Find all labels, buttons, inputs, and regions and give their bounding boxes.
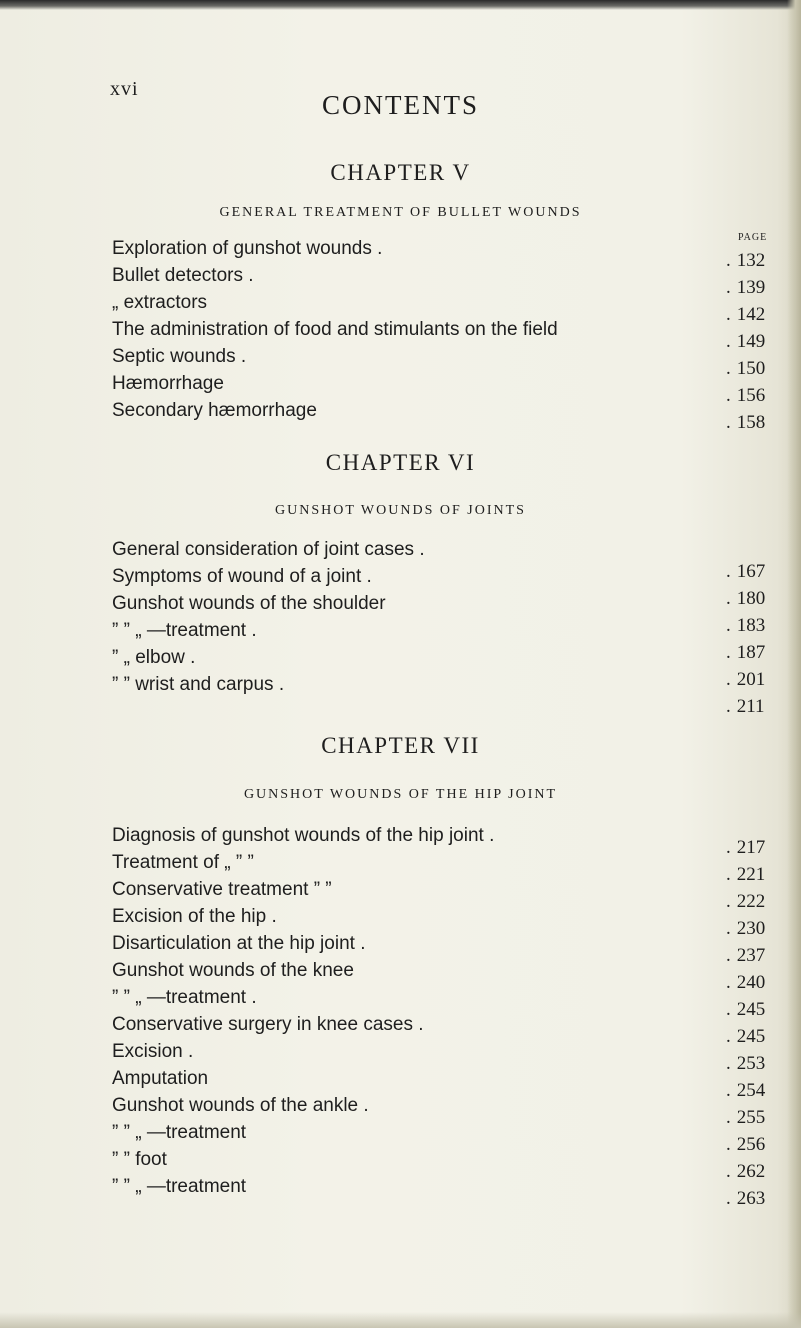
leader-dot: . xyxy=(726,918,731,939)
toc-entry-text: The administration of food and stimulants on the field xyxy=(112,319,558,340)
toc-entry-text: ” ” „ —treatment xyxy=(112,1176,247,1197)
toc-page-number xyxy=(726,277,765,299)
page-number-value: 254 xyxy=(736,1080,766,1101)
toc-entry-text: ” ” „ —treatment . xyxy=(112,987,257,1008)
toc-entry xyxy=(112,400,712,426)
page-top-shadow xyxy=(0,0,801,10)
page-number-value: 132 xyxy=(736,250,766,271)
chapter-title: CHAPTER VI xyxy=(325,450,476,475)
toc-entry-text: Treatment of „ ” ” xyxy=(112,852,254,873)
page-number-value: 256 xyxy=(736,1134,766,1155)
toc-page-number xyxy=(726,358,765,380)
chapter-title: CHAPTER V xyxy=(330,160,471,185)
toc-page-number xyxy=(726,891,765,913)
toc-page-number xyxy=(726,864,765,886)
toc-entry-text: Exploration of gunshot wounds . xyxy=(112,238,383,259)
toc-entry-text: General consideration of joint cases . xyxy=(112,539,425,560)
page-number-value: 245 xyxy=(736,1026,766,1047)
page-number-value: 142 xyxy=(736,304,766,325)
toc-entry-text: „ extractors xyxy=(112,292,208,313)
leader-dot: . xyxy=(726,385,731,406)
toc-entry xyxy=(112,1041,712,1067)
page-number-value: 201 xyxy=(736,669,766,690)
page-edge-shadow xyxy=(787,0,801,1328)
running-head: CONTENTS xyxy=(322,90,479,120)
leader-dot: . xyxy=(726,331,731,352)
toc-page-number xyxy=(726,1107,765,1129)
leader-dot: . xyxy=(726,1188,731,1209)
toc-entry-text: ” ” foot xyxy=(112,1149,167,1170)
leader-dot: . xyxy=(726,277,731,298)
toc-entry xyxy=(112,825,712,851)
page-number-value: 158 xyxy=(736,412,766,433)
toc-entry xyxy=(112,1149,712,1175)
page-number-value: 245 xyxy=(736,999,766,1020)
page-number-value: 262 xyxy=(736,1161,766,1182)
page-number-value: 222 xyxy=(736,891,766,912)
toc-page-number xyxy=(726,696,765,718)
toc-entry-text: Secondary hæmorrhage xyxy=(112,400,317,421)
leader-dot: . xyxy=(726,999,731,1020)
toc-entry-text: Diagnosis of gunshot wounds of the hip joint . xyxy=(112,825,495,846)
page-number-value: 230 xyxy=(736,918,766,939)
toc-entry xyxy=(112,238,712,264)
page-number-value: 240 xyxy=(736,972,766,993)
toc-page-number xyxy=(726,250,765,272)
toc-page-number xyxy=(726,385,765,407)
toc-entry xyxy=(112,292,712,318)
toc-entry-text: Conservative surgery in knee cases . xyxy=(112,1014,424,1035)
toc-entry xyxy=(112,852,712,878)
folio-number: xvi xyxy=(110,78,139,100)
toc-entry xyxy=(112,373,712,399)
leader-dot: . xyxy=(726,1134,731,1155)
leader-dot: . xyxy=(726,642,731,663)
toc-entry xyxy=(112,346,712,372)
leader-dot: . xyxy=(726,864,731,885)
toc-page-number xyxy=(726,972,765,994)
toc-entry-text: Amputation xyxy=(112,1068,209,1089)
toc-entry xyxy=(112,1095,712,1121)
leader-dot: . xyxy=(726,696,731,717)
leader-dot: . xyxy=(726,1161,731,1182)
chapter-subtitle: GUNSHOT WOUNDS OF JOINTS xyxy=(275,503,526,518)
toc-entry xyxy=(112,1122,712,1148)
toc-page-number xyxy=(726,1026,765,1048)
toc-entry xyxy=(112,933,712,959)
toc-page-number xyxy=(726,331,765,353)
toc-entry-text: Conservative treatment ” ” xyxy=(112,879,332,900)
leader-dot: . xyxy=(726,1026,731,1047)
leader-dot: . xyxy=(726,561,731,582)
toc-page-number xyxy=(726,1053,765,1075)
leader-dot: . xyxy=(726,250,731,271)
toc-page-number xyxy=(726,412,765,434)
toc-entry-text: ” ” „ —treatment xyxy=(112,1122,247,1143)
page-number-value: 253 xyxy=(736,1053,766,1074)
toc-entry xyxy=(112,566,712,592)
toc-entry xyxy=(112,319,712,345)
toc-entry-text: Hæmorrhage xyxy=(112,373,224,394)
leader-dot: . xyxy=(726,304,731,325)
page-number-value: 139 xyxy=(736,277,766,298)
page-number-value: 183 xyxy=(736,615,766,636)
toc-entry xyxy=(112,539,712,565)
page-number-value: 149 xyxy=(736,331,766,352)
leader-dot: . xyxy=(726,588,731,609)
toc-entry xyxy=(112,987,712,1013)
toc-entry xyxy=(112,879,712,905)
page-number-value: 211 xyxy=(736,696,765,717)
leader-dot: . xyxy=(726,945,731,966)
chapter-subtitle: GENERAL TREATMENT OF BULLET WOUNDS xyxy=(219,205,582,220)
toc-entry xyxy=(112,674,712,700)
leader-dot: . xyxy=(726,891,731,912)
toc-entry xyxy=(112,620,712,646)
chapter-title: CHAPTER VII xyxy=(321,733,480,758)
toc-entry-text: Symptoms of wound of a joint . xyxy=(112,566,372,587)
toc-entry xyxy=(112,1068,712,1094)
toc-entry-text: ” ” „ —treatment . xyxy=(112,620,257,641)
toc-entry-text: Gunshot wounds of the shoulder xyxy=(112,593,386,614)
leader-dot: . xyxy=(726,837,731,858)
leader-dot: . xyxy=(726,358,731,379)
toc-page-number xyxy=(726,945,765,967)
page-number-value: 255 xyxy=(736,1107,766,1128)
toc-page-number xyxy=(726,1080,765,1102)
toc-entry-text: Gunshot wounds of the knee xyxy=(112,960,354,981)
toc-page-number xyxy=(726,918,765,940)
toc-page-number xyxy=(726,999,765,1021)
page-number-value: 187 xyxy=(736,642,766,663)
toc-entry-text: ” ” wrist and carpus . xyxy=(112,674,285,695)
page-number-value: 156 xyxy=(736,385,766,406)
toc-entry-text: Septic wounds . xyxy=(112,346,247,367)
toc-page-number xyxy=(726,837,765,859)
toc-page-number xyxy=(726,588,765,610)
page-number-value: 180 xyxy=(736,588,766,609)
leader-dot: . xyxy=(726,412,731,433)
page-number-value: 237 xyxy=(736,945,766,966)
toc-entry-text: Excision of the hip . xyxy=(112,906,277,927)
toc-page-number xyxy=(726,669,765,691)
page-number-value: 217 xyxy=(736,837,766,858)
leader-dot: . xyxy=(726,972,731,993)
toc-page-number xyxy=(726,561,765,583)
toc-entry xyxy=(112,1014,712,1040)
toc-page-number xyxy=(726,1161,765,1183)
toc-entry xyxy=(112,1176,712,1202)
toc-page-number xyxy=(726,304,765,326)
toc-entry-text: Bullet detectors . xyxy=(112,265,254,286)
page-column-label: PAGE xyxy=(738,232,768,243)
toc-entry xyxy=(112,960,712,986)
toc-entry xyxy=(112,906,712,932)
toc-page-number xyxy=(726,1188,765,1210)
toc-entry-text: ” „ elbow . xyxy=(112,647,196,668)
page-number-value: 150 xyxy=(736,358,766,379)
toc-entry-text: Excision . xyxy=(112,1041,194,1062)
toc-entry xyxy=(112,647,712,673)
page-number-value: 263 xyxy=(736,1188,766,1209)
leader-dot: . xyxy=(726,1107,731,1128)
toc-entry xyxy=(112,265,712,291)
page-bottom-shadow xyxy=(0,1312,801,1328)
leader-dot: . xyxy=(726,1080,731,1101)
toc-entry xyxy=(112,593,712,619)
page-number-value: 167 xyxy=(736,561,766,582)
leader-dot: . xyxy=(726,1053,731,1074)
chapter-subtitle: GUNSHOT WOUNDS OF THE HIP JOINT xyxy=(243,787,558,802)
leader-dot: . xyxy=(726,615,731,636)
toc-page-number xyxy=(726,615,765,637)
toc-entry-text: Gunshot wounds of the ankle . xyxy=(112,1095,369,1116)
toc-page-number xyxy=(726,642,765,664)
leader-dot: . xyxy=(726,669,731,690)
toc-entry-text: Disarticulation at the hip joint . xyxy=(112,933,366,954)
toc-page-number xyxy=(726,1134,765,1156)
page-number-value: 221 xyxy=(736,864,766,885)
